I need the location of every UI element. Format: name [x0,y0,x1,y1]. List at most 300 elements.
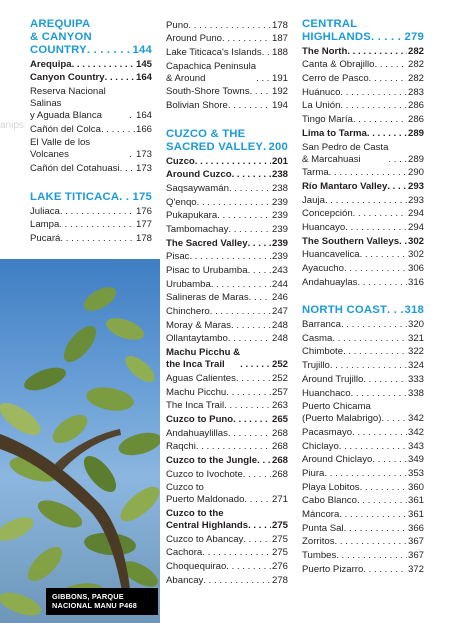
toc-entry[interactable] [302,208,424,220]
entry-name-line: Machu Picchu [166,386,227,398]
dot-leader [243,534,271,546]
toc-entry[interactable] [302,333,424,345]
entry-page-number: 238 [271,182,288,194]
section-page-number: 318 [404,304,424,317]
dot-leader [372,454,407,466]
dot-leader [229,183,271,195]
entry-name [30,86,129,122]
toc-entry[interactable] [166,224,288,236]
toc-entry[interactable] [302,222,424,234]
toc-entry[interactable] [302,374,424,386]
toc-entry[interactable] [302,100,424,112]
entry-name-line: Cuzco [166,155,195,167]
entry-name [302,482,360,494]
dot-leader [211,279,271,291]
entry-name-line: Salineras de Maras [166,292,249,304]
dot-leader [324,468,407,480]
toc-entry[interactable] [166,306,288,318]
entry-name [302,550,336,562]
toc-entry[interactable] [166,265,288,277]
toc-subheading[interactable] [166,238,288,250]
dot-leader [357,277,407,289]
entry-name [302,222,345,234]
entry-name-line: Chimbote [302,346,344,358]
section-title-row [302,31,424,44]
toc-subheading[interactable] [302,46,424,58]
entry-name [30,163,120,175]
toc-entry[interactable] [166,47,288,59]
entry-name [166,100,228,112]
toc-entry[interactable] [302,346,424,358]
entry-name-line: The North [302,45,348,57]
entry-page-number: 188 [271,47,288,59]
dot-leader [353,114,407,126]
section-heading[interactable] [30,18,152,57]
toc-entry[interactable] [166,441,288,453]
toc-entry[interactable] [166,61,288,85]
dot-leader [248,238,271,250]
toc-subheading[interactable] [302,128,424,140]
entry-page-number: 145 [135,58,152,70]
entry-name-line: Trujillo [302,360,330,372]
dot-leader [240,359,271,371]
toc-entry[interactable] [302,195,424,207]
entry-page-number: 263 [271,400,288,412]
entry-name-line: Lake Titicaca's Islands [166,47,262,59]
toc-entry[interactable] [30,86,152,122]
entry-name [302,427,352,439]
toc-entry[interactable] [302,401,424,425]
entry-name-line: Pisac [166,251,190,263]
entry-page-number: 164 [135,72,152,84]
toc-subheading[interactable] [166,414,288,426]
entry-name-line: Machu Picchu & [166,347,241,359]
entry-name [166,224,228,236]
section-gap [302,290,424,304]
toc-entry[interactable] [302,319,424,331]
dot-leader [330,360,407,372]
entry-name [166,265,248,277]
toc-entry[interactable] [302,495,424,507]
entry-page-number: 282 [407,45,424,57]
entry-name-line: Tingo María [302,114,353,126]
entry-name-line: Lima to Tarma [302,127,367,139]
dot-leader [60,233,135,245]
toc-entry[interactable] [302,441,424,453]
entry-name-line: Aguas Calientes [166,372,236,384]
toc-entry[interactable] [166,387,288,399]
entry-name [166,455,257,467]
entry-name-line: Capachica Peninsula [166,60,257,72]
entry-name-line: Choquequirao [166,561,227,573]
toc-entry[interactable] [166,279,288,291]
entry-name [166,373,236,385]
entry-page-number: 239 [271,251,288,263]
entry-page-number: 293 [407,180,424,192]
dot-leader [188,20,271,32]
entry-name [302,236,399,248]
dot-leader [367,128,407,140]
toc-entry[interactable] [30,124,152,136]
entry-name-line: Cerro de Pasco [302,73,369,85]
dot-leader [226,561,271,573]
entry-name-line: the Inca Trail [166,359,225,371]
entry-page-number: 302 [407,235,424,247]
entry-page-number: 353 [407,467,424,479]
dot-leader [119,191,130,204]
toc-entry[interactable] [302,427,424,439]
entry-page-number: 265 [271,413,288,425]
entry-page-number: 268 [271,468,288,480]
contents-column-1 [30,18,152,247]
entry-name [166,387,226,399]
dot-leader [369,73,407,85]
toc-subheading[interactable] [302,236,424,248]
entry-name [302,263,344,275]
dot-leader [329,167,407,179]
dot-leader [249,292,271,304]
toc-entry[interactable] [302,59,424,71]
entry-page-number: 372 [407,563,424,575]
section-title-row [302,304,424,317]
entry-name-line: Pukapukara [166,210,218,222]
entry-name [166,469,243,481]
toc-entry[interactable] [166,373,288,385]
entry-name-line: Reserva Nacional Salinas [30,86,106,110]
section-gap [30,177,152,191]
entry-name [166,575,203,587]
toc-entry[interactable] [166,534,288,546]
entry-page-number: 276 [271,561,288,573]
entry-name [302,87,340,99]
toc-entry[interactable] [302,482,424,494]
entry-name [302,374,363,386]
entry-page-number: 178 [135,232,152,244]
entry-page-number: 192 [271,86,288,98]
entry-page-number: 257 [271,386,288,398]
entry-page-number: 282 [407,59,424,71]
section-title-line: CUZCO & THE [166,127,246,140]
entry-page-number: 342 [407,426,424,438]
toc-entry[interactable] [166,320,288,332]
toc-entry[interactable] [166,575,288,587]
entry-name-line: Cañón del Colca [30,123,101,135]
toc-entry[interactable] [302,142,424,166]
photo-caption [46,588,158,615]
contents-column-2 [166,18,288,588]
entry-name [302,195,325,207]
toc-subheading[interactable] [166,169,288,181]
entry-name [30,219,59,231]
entry-page-number: 191 [271,72,288,84]
dot-leader [262,47,271,59]
entry-page-number: 342 [407,413,424,425]
entry-name-line: Andahuaylillas [166,427,228,439]
section-heading[interactable] [30,191,152,204]
entry-name-line: Chiclayo [302,440,339,452]
entry-name-line: Around Chiclayo [302,454,373,466]
entry-page-number: 324 [407,360,424,372]
dot-leader [87,44,131,57]
entry-name [166,508,248,532]
dot-leader [360,249,407,261]
dot-leader [228,224,271,236]
dot-leader [233,414,271,426]
entry-page-number: 366 [407,522,424,534]
entry-name [302,360,330,372]
toc-entry[interactable] [166,183,288,195]
entry-page-number: 173 [135,149,152,161]
entry-page-number: 293 [407,194,424,206]
entry-name-line: Huánuco [302,86,341,98]
entry-name-line: Cuzco to Puno [166,413,234,425]
entry-name-line: South-Shore Towns [166,86,250,98]
entry-name-line: Andahuaylas [302,276,358,288]
toc-subheading[interactable] [166,455,288,467]
entry-name-line: Jauja [302,194,325,206]
entry-page-number: 343 [407,440,424,452]
entry-name [166,482,244,506]
dot-leader [101,124,135,136]
toc-entry[interactable] [166,33,288,45]
entry-page-number: 252 [271,359,288,371]
toc-entry[interactable] [302,536,424,548]
entry-name-line: The Southern Valleys [302,235,400,247]
toc-entry[interactable] [166,20,288,32]
dot-leader [340,100,407,112]
entry-name-line: Máncora [302,509,340,520]
entry-name-line: Piura [302,467,325,479]
entry-page-number: 290 [407,167,424,179]
toc-subheading[interactable] [302,181,424,193]
section-title: LAKE TITICACA [30,190,120,203]
toc-subheading[interactable] [166,347,288,371]
entry-name-line: Puerto Chicama [302,401,371,413]
section-title: NORTH COAST [302,304,388,317]
dot-leader [381,413,407,425]
entry-name-line: Puno [166,19,189,31]
dot-leader [228,333,271,345]
entry-name-line: Ollantaytambo [166,333,228,345]
entry-name-line: & Around [166,72,206,84]
entry-name-line: Canyon Country [30,72,105,84]
dot-leader [236,373,271,385]
section-heading[interactable] [166,128,288,154]
dot-leader [228,100,271,112]
entry-name-line: Pacasmayo [302,426,353,438]
entry-page-number: 286 [407,114,424,126]
entry-name-line: The Inca Trail [166,400,225,412]
toc-entry[interactable] [30,219,152,231]
toc-entry[interactable] [302,73,424,85]
entry-name [302,495,357,507]
toc-entry[interactable] [30,163,152,175]
entry-name-line: El Valle de los Volcanes [30,137,91,161]
toc-entry[interactable] [166,86,288,98]
toc-entry[interactable] [166,400,288,412]
toc-entry[interactable] [302,277,424,289]
entry-page-number: 239 [271,223,288,235]
dot-leader [388,154,407,166]
entry-name [166,33,222,45]
dot-leader [197,197,271,209]
entry-page-number: 247 [271,306,288,318]
toc-entry[interactable] [302,167,424,179]
entry-page-number: 239 [271,237,288,249]
entry-page-number: 289 [407,153,424,165]
entry-page-number: 333 [407,373,424,385]
entry-name-line: Saqsaywamán [166,182,229,194]
dot-leader [248,520,271,532]
dot-leader [210,306,271,318]
toc-entry[interactable] [302,509,424,521]
toc-entry[interactable] [166,482,288,506]
entry-name-line: & Marcahuasi [302,153,361,165]
entry-name [302,388,351,400]
toc-entry[interactable] [166,251,288,263]
entry-name [302,100,340,112]
entry-page-number: 367 [407,536,424,548]
dot-leader [339,441,407,453]
entry-page-number: 286 [407,100,424,112]
entry-page-number: 201 [271,155,288,167]
toc-entry[interactable] [166,469,288,481]
toc-entry[interactable] [302,87,424,99]
entry-name-line: Raqchi [166,441,196,453]
entry-name [302,208,353,220]
entry-page-number: 177 [135,219,152,231]
dot-leader [202,547,271,559]
dot-leader [325,195,407,207]
toc-entry[interactable] [30,206,152,218]
entry-name-line: Around Cuzco [166,169,232,181]
entry-name [166,210,217,222]
entry-page-number: 187 [271,33,288,45]
dot-leader [339,509,407,521]
toc-entry[interactable] [166,428,288,440]
dot-leader [243,469,271,481]
entry-name [302,509,339,521]
section-title-line: CENTRAL [302,18,358,30]
entry-name-line: Cuzco to Ivochote [166,468,243,480]
entry-name-line: Playa Lobitos [302,481,360,493]
toc-entry[interactable] [166,547,288,559]
entry-page-number: 360 [407,481,424,493]
entry-name [302,181,387,193]
entry-page-number: 176 [135,205,152,217]
entry-name [302,59,375,71]
caption-line-2: NACIONAL MANU P468 [52,601,137,610]
entry-name [302,142,388,166]
entry-name [166,333,228,345]
entry-page-number: 349 [407,454,424,466]
dot-leader [363,374,407,386]
toc-entry[interactable] [166,100,288,112]
dot-leader [371,31,403,44]
entry-name [302,167,329,179]
toc-entry[interactable] [302,360,424,372]
entry-name [302,333,332,345]
toc-entry[interactable] [302,388,424,400]
dot-leader [203,575,271,587]
entry-page-number: 271 [271,494,288,506]
section-page-number: 279 [404,31,424,43]
toc-entry[interactable] [30,137,152,161]
entry-name-line: Puerto Pizarro [302,563,364,575]
entry-page-number: 244 [271,278,288,290]
entry-name [302,454,372,466]
entry-name-line: Huancavelica [302,249,360,261]
toc-entry[interactable] [302,550,424,562]
entry-name-line: Chinchero [166,306,210,318]
toc-subheading[interactable] [30,59,152,71]
toc-subheading[interactable] [166,156,288,168]
contents-column-3 [302,18,424,577]
toc-entry[interactable] [166,561,288,573]
toc-entry[interactable] [166,197,288,209]
dot-leader [387,304,403,317]
entry-name-line: Cachora [166,547,203,559]
entry-name [302,128,367,140]
entry-name-line: Bolivian Shore [166,100,228,112]
toc-subheading[interactable] [166,508,288,532]
entry-page-number: 166 [135,123,152,135]
dot-leader [340,87,407,99]
entry-name [166,347,240,371]
entry-page-number: 173 [135,163,152,175]
entry-name-line: Around Trujillo [302,373,364,385]
section-heading[interactable] [302,304,424,317]
entry-page-number: 239 [271,210,288,222]
toc-entry[interactable] [30,233,152,245]
dot-leader [343,346,407,358]
toc-entry[interactable] [302,263,424,275]
dot-leader [363,564,407,576]
entry-name-line: Arequipa [30,58,72,70]
dot-leader [335,536,407,548]
entry-name-line: Central Highlands [166,520,249,531]
entry-page-number: 275 [271,547,288,559]
toc-entry[interactable] [302,249,424,261]
toc-entry[interactable] [302,454,424,466]
entry-name-line: (Puerto Malabrigo) [302,413,382,425]
toc-entry[interactable] [302,114,424,126]
toc-entry[interactable] [302,523,424,535]
entry-name [166,238,248,250]
entry-name [166,320,231,332]
toc-entry[interactable] [166,210,288,222]
dot-leader [232,169,271,181]
entry-name [30,72,105,84]
entry-page-number: 283 [407,86,424,98]
entry-page-number: 278 [271,574,288,586]
entry-name-line: Zorritos [302,536,335,548]
section-title: HIGHLANDS [302,31,371,43]
toc-subheading[interactable] [30,72,152,84]
entry-name-line: Lampa [30,219,60,231]
toc-entry[interactable] [302,564,424,576]
dot-leader [195,156,271,168]
entry-name [302,401,381,425]
toc-entry[interactable] [302,468,424,480]
dot-leader [344,263,407,275]
toc-entry[interactable] [166,292,288,304]
entry-name [302,114,353,126]
section-title-row [30,44,152,57]
entry-name-line: La Unión [302,100,341,112]
toc-entry[interactable] [166,333,288,345]
section-heading[interactable] [302,18,424,44]
